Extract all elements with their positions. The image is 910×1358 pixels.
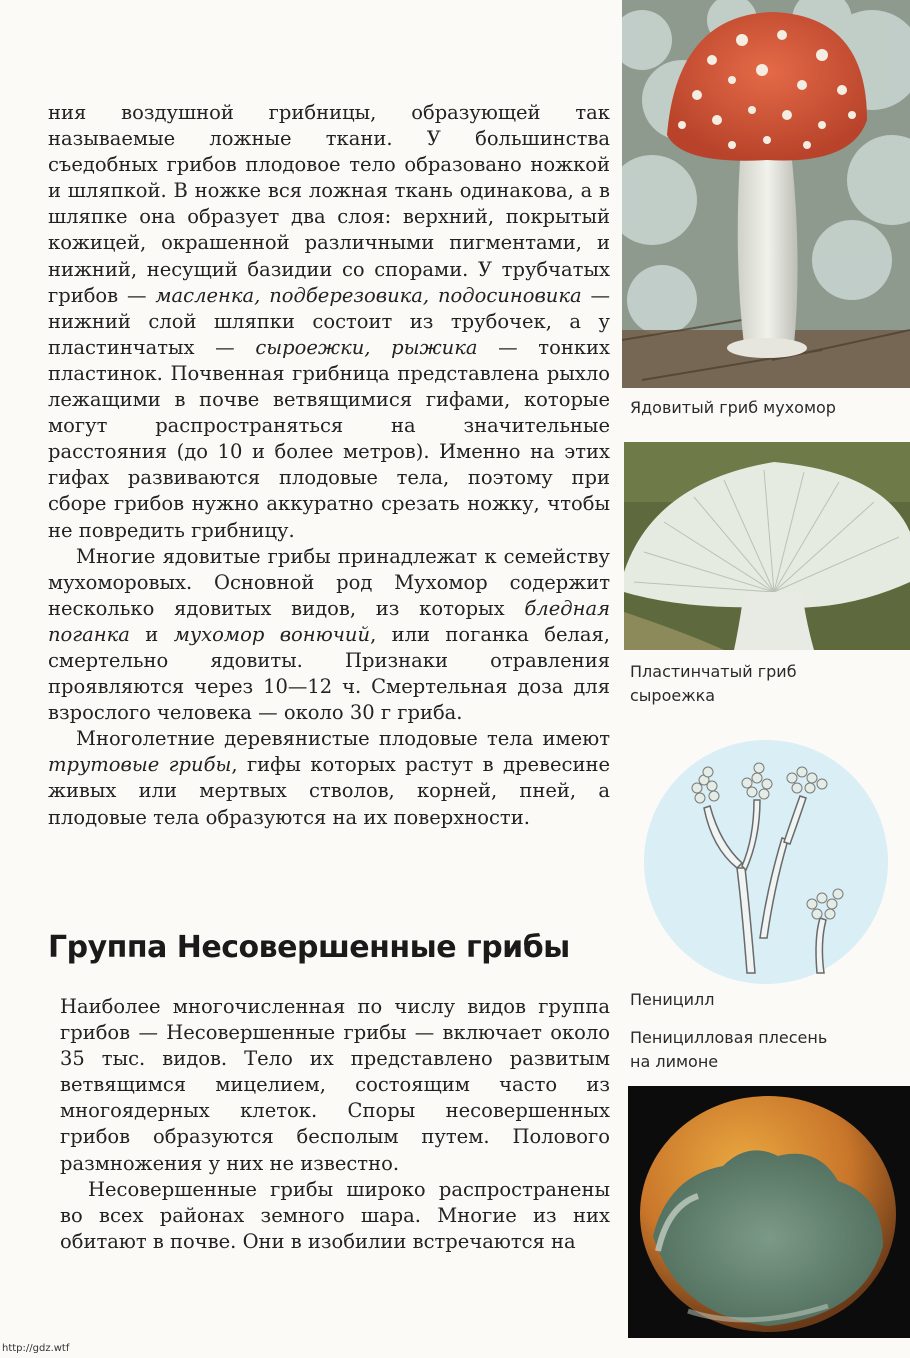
- text-span: — тонких пластинок. Почвенная грибница представлена рыхло лежащими в почве ветвящимися гифами, которые могут распространяться на значительные расстояния (до 10 и более метров). Именно на этих гифах развиваются плодовые тела, поэтому при сборе грибов нужно аккуратно срезать ножку, чтобы не повредить грибницу.: [48, 335, 611, 542]
- caption-penicillium: Пеницилл: [630, 990, 715, 1009]
- caption-amanita: Ядовитый гриб мухомор: [630, 398, 836, 417]
- main-text-column: [48, 100, 610, 831]
- body-paragraphs: [48, 100, 610, 831]
- caption-lemon-line1: Пеницилловая плесень: [630, 1028, 828, 1047]
- italic-term: мухомор вонючий: [173, 622, 371, 646]
- text-span: Многие ядовитые грибы принадлежат к семейству мухоморовых. Основной род Мухомор содержит несколько ядовитых видов, из которых: [48, 544, 610, 620]
- penicillium-illustration: [642, 738, 890, 986]
- text-span: , гифы которых растут в древесине живых или мертвых стволов, корней, пней, а плодовые тела образуются на их поверхности.: [48, 753, 610, 829]
- text-span: Наиболее многочисленная по числу видов группа грибов — Несовершенные грибы — включает около 35 тыс. видов. Тело их представлено развитым ветвящимся мицелием, состоящим часто из многоядерных клеток. Споры несовершенных грибов образуются бесполым путем. Полового размножения у них не известно.: [60, 995, 610, 1175]
- italic-term: трутовые грибы: [48, 753, 232, 777]
- italic-term: бледная поганка: [48, 596, 610, 646]
- text-span: Многолетние деревянистые плодовые тела имеют: [76, 727, 610, 751]
- text-span: Несовершенные грибы широко распространены во всех районах земного шара. Многие из них обитают в почве. Они в изобилии встречаются на: [60, 1177, 610, 1253]
- text-span: и: [129, 622, 174, 646]
- caption-lemon: [630, 1026, 827, 1074]
- caption-lemon-line2: на лимоне: [630, 1052, 719, 1071]
- russula-photo: [624, 442, 910, 650]
- italic-term: масленка, подберезовика, подосиновика: [155, 283, 582, 307]
- paragraph: [60, 994, 610, 1177]
- paragraph: [48, 544, 610, 727]
- paragraph: [48, 726, 610, 830]
- amanita-photo: [622, 0, 910, 388]
- paragraph: [48, 100, 610, 544]
- section-heading: Группа Несовершенные грибы: [48, 930, 570, 965]
- caption-russula-line2: сыроежка: [630, 686, 716, 705]
- text-span: , или поганка белая, смертельно ядовиты. Признаки отравления проявляются через 10—12 ч. Смертельная доза для взрослого человека — около 30 г гриба.: [48, 622, 611, 725]
- lemon-mold-photo: [628, 1086, 910, 1338]
- text-span: ния воздушной грибницы, образующей так называемые ложные ткани. У большинства съедобных грибов плодовое тело образовано ножкой и шляпкой. В ножке вся ложная ткань одинакова, а в шляпке она образует два слоя: верхний, покрытый кожицей, окрашенной различными пигментами, и нижний, несущий базидии со спорами. У трубчатых грибов —: [48, 101, 610, 307]
- italic-term: сыроежки, рыжика: [255, 335, 478, 359]
- caption-russula: [630, 660, 797, 708]
- caption-russula-line1: Пластинчатый гриб: [630, 662, 797, 681]
- text-span: — нижний слой шляпки состоит из трубочек, а у пластинчатых —: [48, 283, 610, 359]
- section-paragraphs: [60, 994, 610, 1255]
- section-text-column: [60, 994, 610, 1255]
- illustration-column: [622, 0, 910, 1358]
- footer-url[interactable]: http://gdz.wtf: [2, 1343, 70, 1354]
- paragraph: [60, 1177, 610, 1255]
